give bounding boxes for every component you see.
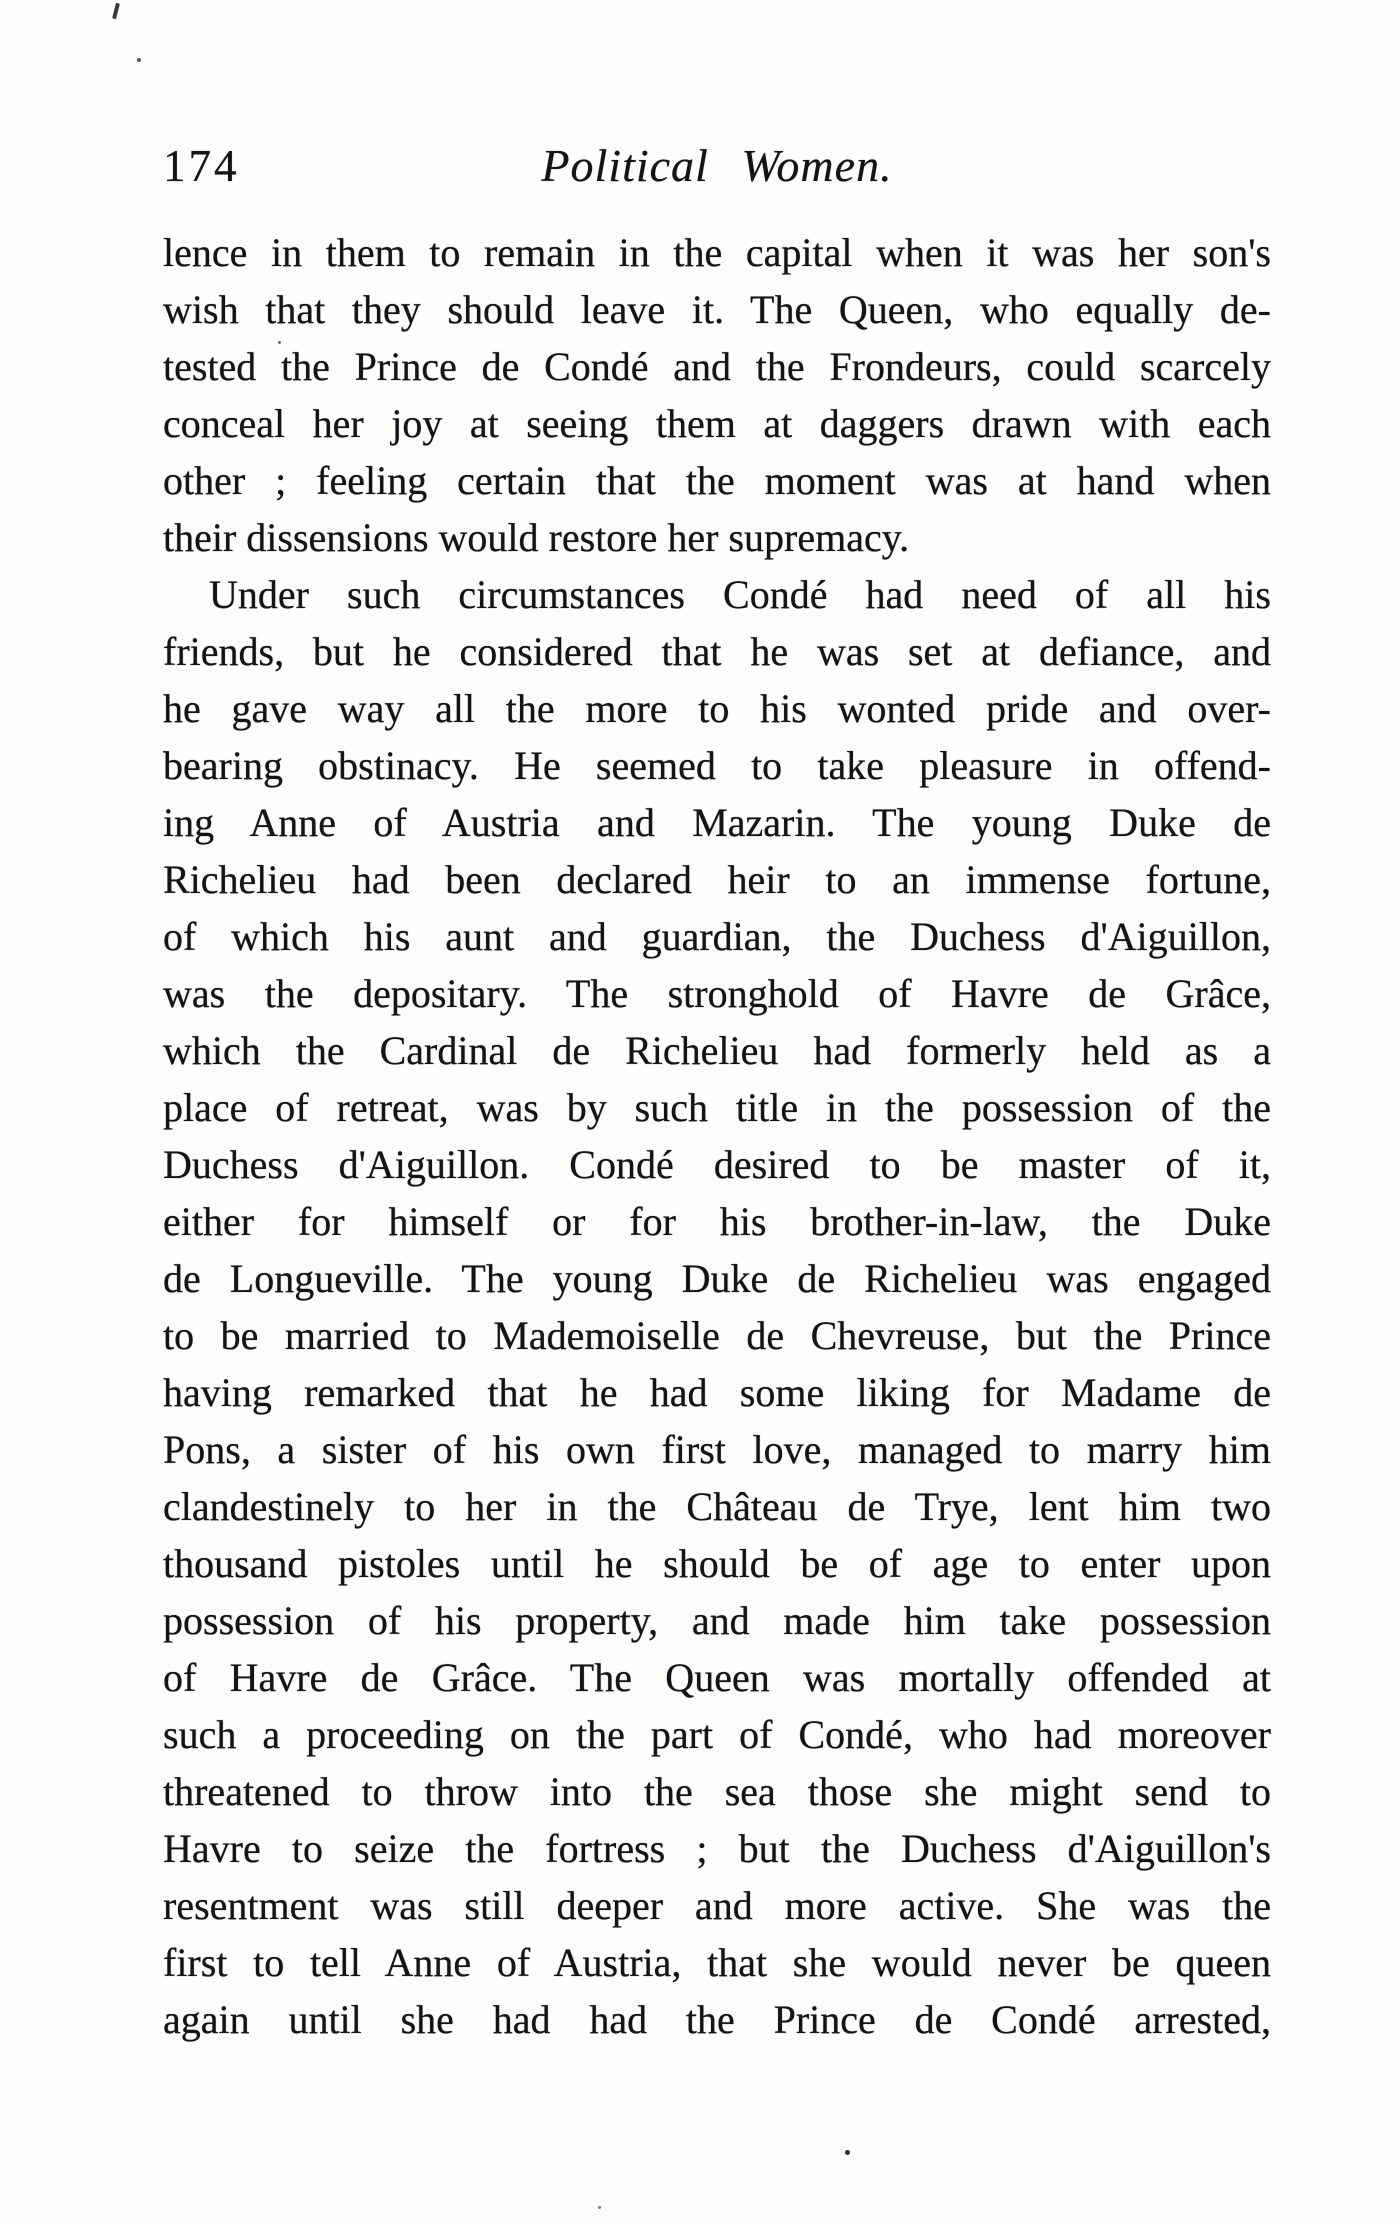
text-line: which the Cardinal de Richelieu had formerly held as a — [163, 1028, 1271, 1073]
text-line: Duchess d'Aiguillon. Condé desired to be master of it, — [163, 1142, 1271, 1187]
scan-artifact — [598, 2206, 601, 2209]
text-line: tested the Prince de Condé and the Frondeurs, could scarcely — [163, 344, 1271, 389]
text-line: threatened to throw into the sea those she might send to — [163, 1769, 1271, 1814]
text-line: of Havre de Grâce. The Queen was mortally offended at — [163, 1655, 1271, 1700]
text-line: clandestinely to her in the Château de Trye, lent him two — [163, 1484, 1271, 1529]
page-number: 174 — [163, 141, 240, 191]
text-line: conceal her joy at seeing them at daggers drawn with each — [163, 401, 1271, 446]
text-line: lence in them to remain in the capital when it was her son's — [163, 230, 1271, 275]
paragraph — [163, 224, 1271, 566]
text-line: bearing obstinacy. He seemed to take pleasure in offend- — [163, 743, 1271, 788]
text-line: wish that they should leave it. The Queen, who equally de- — [163, 287, 1271, 332]
text-line: again until she had had the Prince de Condé arrested, — [163, 1997, 1271, 2042]
page-body — [163, 224, 1271, 2048]
text-line: Under such circumstances Condé had need of all his — [209, 572, 1271, 617]
text-line: first to tell Anne of Austria, that she would never be queen — [163, 1940, 1271, 1985]
page-header — [163, 140, 1271, 196]
text-line: to be married to Mademoiselle de Chevreuse, but the Prince — [163, 1313, 1271, 1358]
paragraph — [163, 566, 1271, 2048]
text-line: of which his aunt and guardian, the Duchess d'Aiguillon, — [163, 914, 1271, 959]
text-line: either for himself or for his brother-in-law, the Duke — [163, 1199, 1271, 1244]
text-line: Pons, a sister of his own first love, managed to marry him — [163, 1427, 1271, 1472]
text-line: Richelieu had been declared heir to an immense fortune, — [163, 857, 1271, 902]
text-line: their dissensions would restore her supremacy. — [163, 515, 910, 560]
text-line: having remarked that he had some liking for Madame de — [163, 1370, 1271, 1415]
text-line: other ; feeling certain that the moment was at hand when — [163, 458, 1271, 503]
text-line: such a proceeding on the part of Condé, who had moreover — [163, 1712, 1271, 1757]
text-line: was the depositary. The stronghold of Havre de Grâce, — [163, 971, 1271, 1016]
running-title: Political Women. — [541, 140, 893, 191]
text-line: de Longueville. The young Duke de Richelieu was engaged — [163, 1256, 1271, 1301]
text-line: he gave way all the more to his wonted pride and over- — [163, 686, 1271, 731]
scan-artifact — [278, 341, 281, 344]
text-line: possession of his property, and made him take possession — [163, 1598, 1271, 1643]
scan-artifact — [845, 2150, 850, 2155]
scan-artifact — [112, 3, 120, 19]
text-line: thousand pistoles until he should be of age to enter upon — [163, 1541, 1271, 1586]
text-line: place of retreat, was by such title in the possession of the — [163, 1085, 1271, 1130]
text-line: Havre to seize the fortress ; but the Duchess d'Aiguillon's — [163, 1826, 1271, 1871]
scan-artifact — [137, 58, 141, 62]
text-line: ing Anne of Austria and Mazarin. The young Duke de — [163, 800, 1271, 845]
text-line: friends, but he considered that he was set at defiance, and — [163, 629, 1271, 674]
text-line: resentment was still deeper and more active. She was the — [163, 1883, 1271, 1928]
